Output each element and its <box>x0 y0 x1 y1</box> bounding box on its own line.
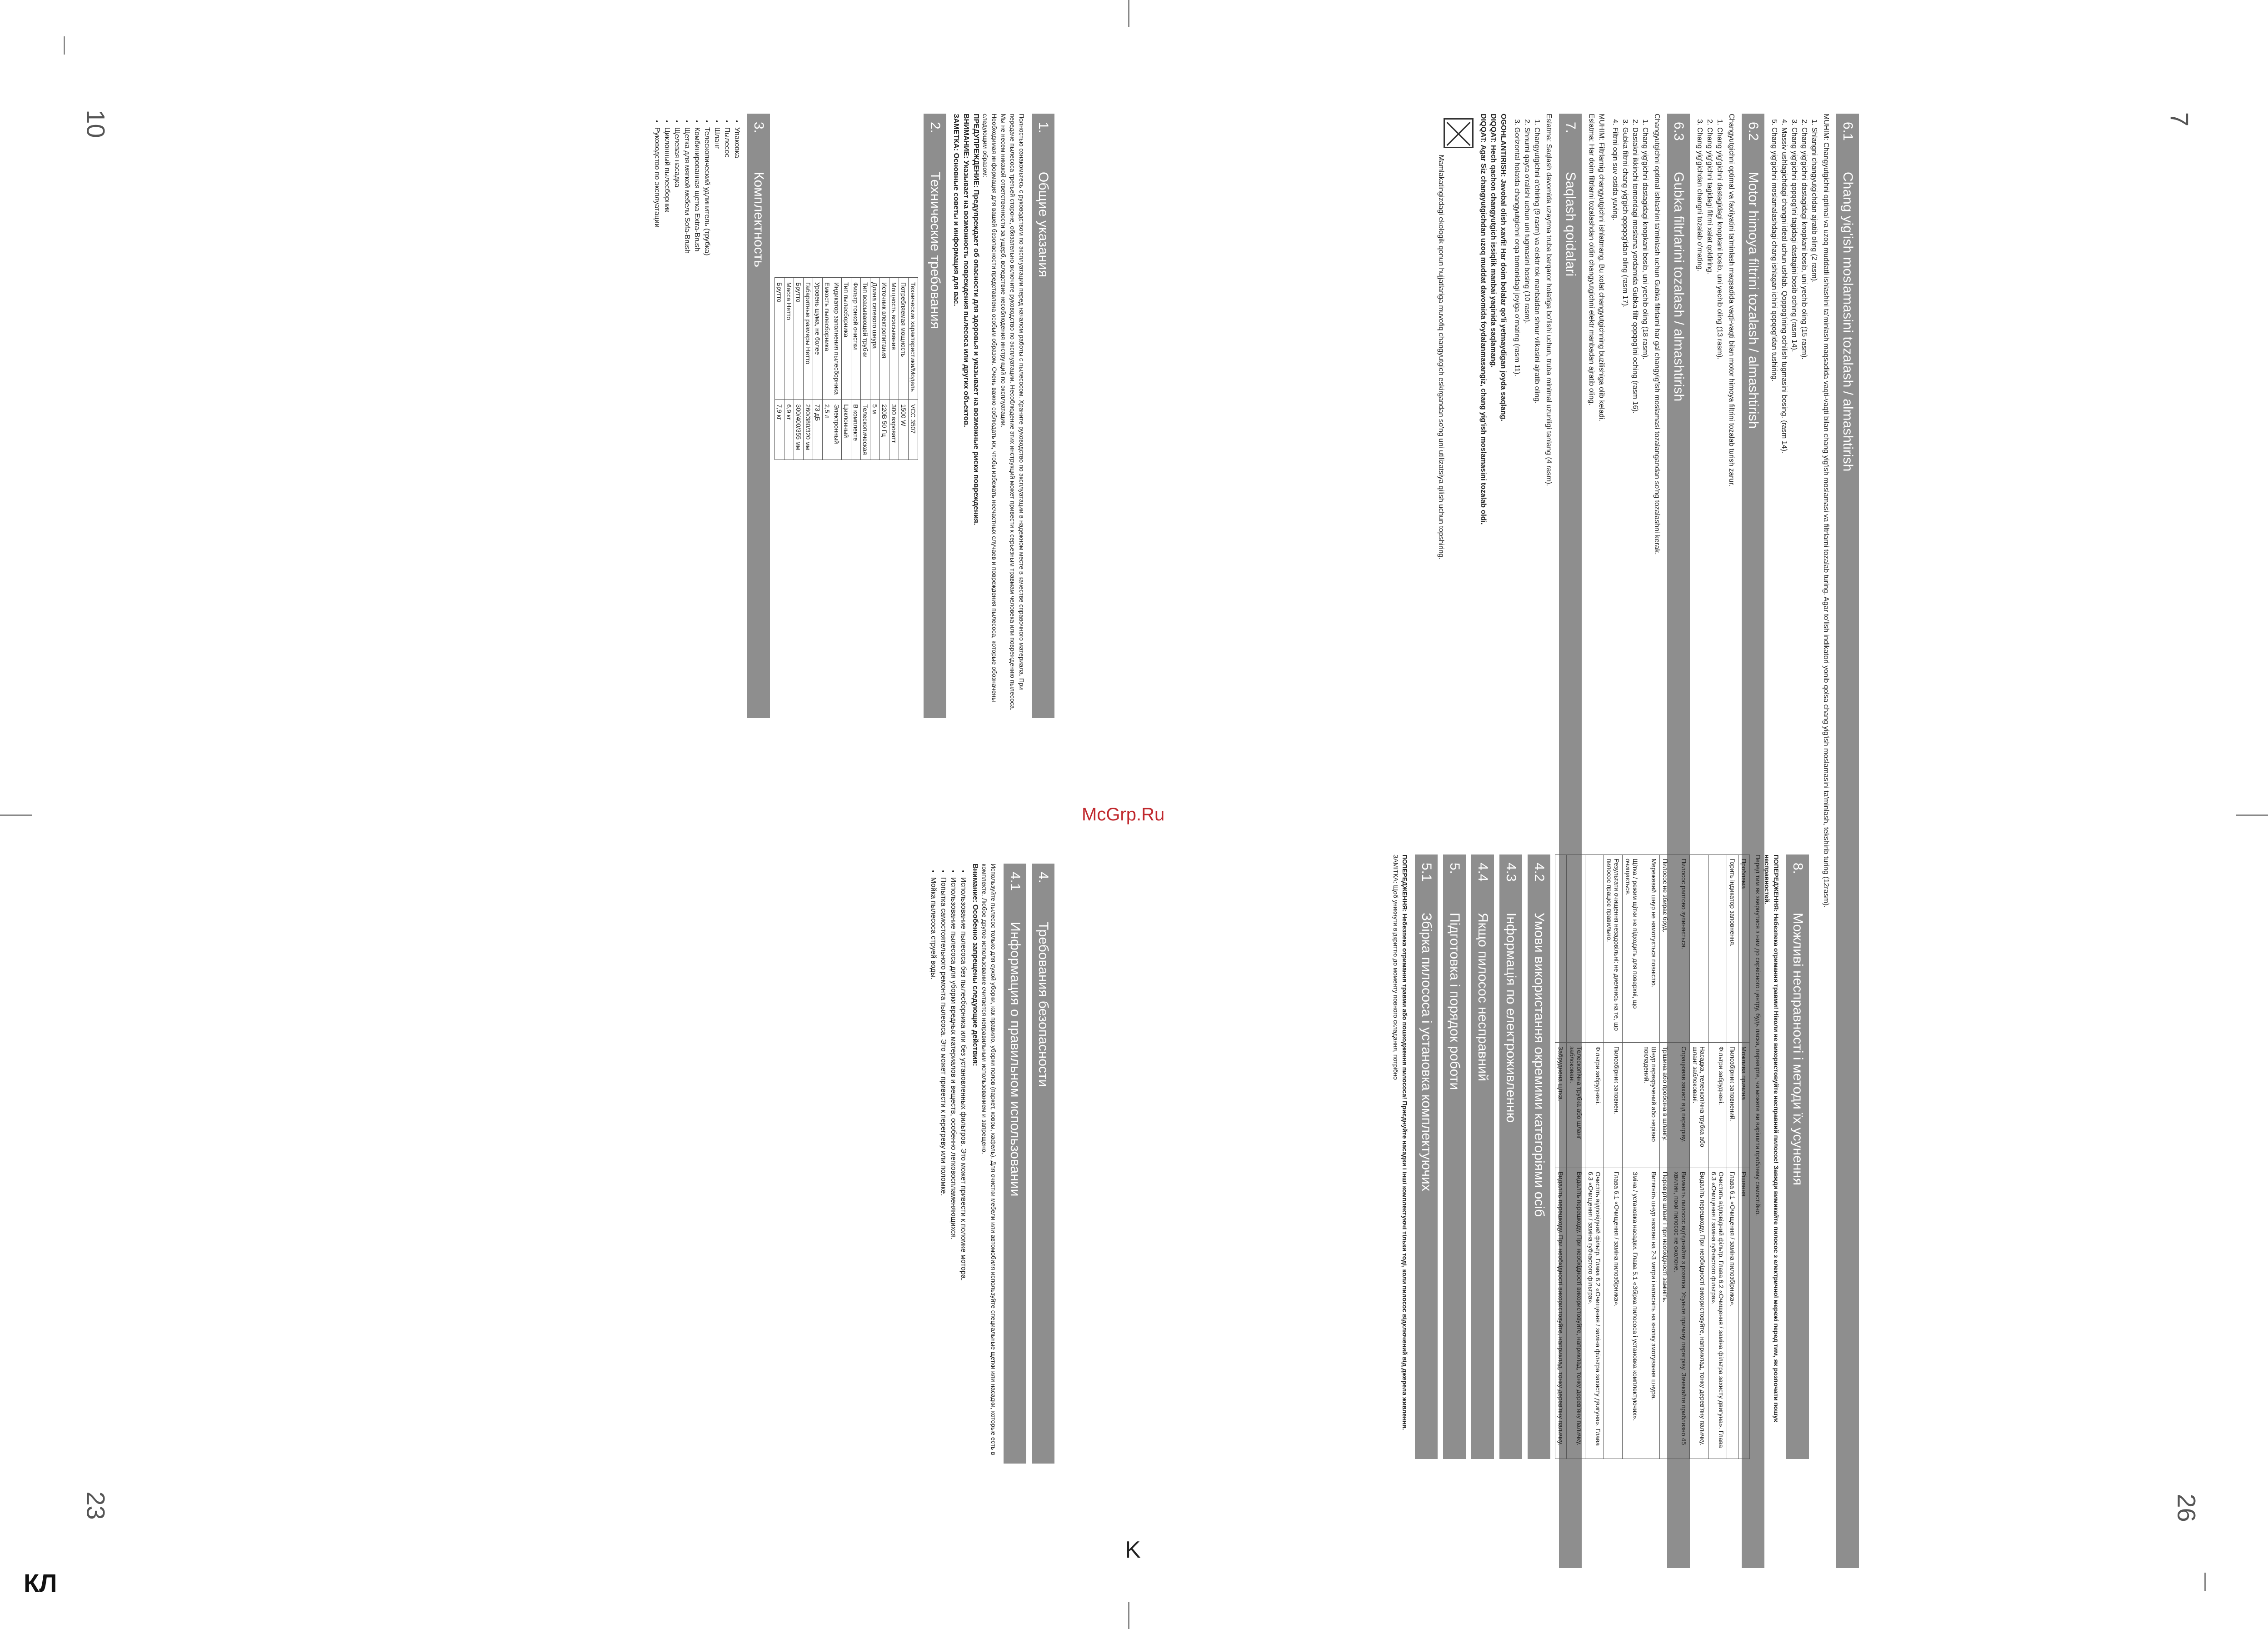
section-header-6-3: 6.3Gubka filtrlarini tozalash / almashtirish <box>1667 114 1690 1568</box>
table-row: Горить індикатор заповнення. Пилозбірник заповнений. Глава 6.1 «Очищення / заміна пилозбірника». <box>1727 855 1738 1459</box>
page-russian-safety <box>459 864 1059 1464</box>
table-row: Уровень шума, не более 73 дБ <box>813 278 823 460</box>
crop-mark <box>1128 0 1129 27</box>
table-row: Насадка, телескопічна трубка або шланг заблоковані. Видаліть перешкоду. При необхідності використовуйте, наприклад, тонку дерев'яну паличку. <box>1690 855 1708 1459</box>
table-row: Индикатор заполнения пылесборника Электронный <box>832 278 842 460</box>
crop-mark <box>2236 814 2268 816</box>
page-number-top-right: 7 <box>2165 112 2194 127</box>
spec-table <box>774 277 918 460</box>
table-row: Забруднена щітка. Видаліть перешкоду. При необхідності використовуйте, наприклад, тонку дерев'яну паличку. <box>1555 855 1567 1459</box>
attention-note: Внимание: Особенно запрещены следующие действия: <box>971 864 979 1066</box>
muhim-note: MUHIM: Changyutgichni optimal va uzoq muddatli ishlashini ta'minlash maqsadida vaqti-vaqti bilan chang yig'ish moslamasi va filtrlarni tozalab turing. Agar to'lish indikatori yonib qolsa chang yig'ish moslamasini ta'minlash, tekshirib turing (12rasm). <box>1822 114 1830 908</box>
paragraph-7: Eslatma: Saqlash davomida uzaytma truba barqaror holatiga bo'lishi uchun, truba minimal uzunligi tanlang (4 rasm). <box>1545 114 1553 486</box>
muhim-filter-note: MUHIM: Filtrlarnig changyutgichni ishlatmang. Bu xolat changyutgichning buzilishiga olib keladi. <box>1598 114 1605 421</box>
section-header-4-1: 4.1Информация о правильном использовании <box>1004 864 1026 1464</box>
steps-6-2: 1. Chang yig'gichni dastagidagi knopkani bosib, uni yechib oling (13 rasm). 2. Chang yig'gichni tagidagi filtrni xalat qoldiring. 3. Chang yig'gichdan changni tozalab o'rnating. <box>1694 127 1724 1568</box>
section-header-4-3: 4.3Інформація по електроживленню <box>1499 854 1522 1459</box>
paragraph-4-1: Используйте пылесос только для сухой уборки, как правило, уборки полов (паркет, ковры, кафель). Для очистки мебели или автомобиля используйте специальные щетки или насадки, которые есть в комплекте. Любое другое использование считается неправильным использованием и запрещено. <box>981 864 997 1455</box>
section-header-8: 8.Можливі несправності і методи їх усунення <box>1786 854 1809 1459</box>
crop-mark <box>2204 1573 2206 1591</box>
section-header-4: 4.Требования безопасности <box>1032 864 1054 1464</box>
warning-predupr: ПРЕДУПРЕЖДЕНИЕ: Предупреждает об опасности для здоровья и указывает на возможные риски повреждения. <box>972 114 980 525</box>
table-row: Технические характеристики/Модель VCC 3507 <box>909 278 918 460</box>
table-row: Масса Нетто 6,9 кг <box>784 278 794 460</box>
crop-mark <box>0 814 32 816</box>
paragraph-1b: Необходимая информация для вашей безопасности представлена особым образом. Очень важно соблюдать их, чтобы избежать несчастных случаев и повреждения пылесоса, которые обозначены следующим образом: <box>982 114 998 702</box>
table-row: Потребляемая мощность 1500 W <box>899 278 909 460</box>
table-header-row: Проблема Можлива причина Рішення <box>1738 855 1750 1459</box>
warning-line: DIQQAT: Hech qachon changyutgich issiqlik manbai yaqinida saqlamang. <box>1489 114 1497 368</box>
section-header-1: 1.Общие указания <box>1032 114 1054 718</box>
section-header-6-2: 6.2Motor himoya filtrini tozalash / almashtirish <box>1742 114 1764 1568</box>
table-row: Результати очищення незадовільні: не диелнись на те, що пилосос працює правильно. Пилозбірник заповнен. Глава 6.1 «Очищення / заміна пилозбірника». <box>1604 855 1623 1459</box>
page-number-bottom-right: 26 <box>2172 1494 2201 1522</box>
table-row: Габаритные размеры Нетто 260/380/320 мм <box>804 278 813 460</box>
warning-5: ПОПЕРЕДЖЕННЯ: Небезпека отримання травми або пошкодження пилососа! Приєднуйте насадки і інші комплектуючі тільки тоді, коли пилосос відключений від джерела живлення. <box>1401 854 1409 1430</box>
crossed-bin-icon <box>1444 118 1474 148</box>
table-row: Пилосос не збирає бруд. Трішина або пробоїна в шлангу. Перевірте шланг і при необхідності замініть. <box>1660 855 1671 1459</box>
section-header-4-2: 4.2Умови використання окремими категоріями осіб <box>1528 854 1550 1459</box>
recycle-text: Mamlakatingizdagi ekologik qonun hujjatlariga muvofiq changyutgich eskirgandan so'ng uni utilizatsiya qilish uchun topshiring. <box>1437 155 1445 560</box>
table-row: Тип всасывающей трубки Телескопическая <box>861 278 870 460</box>
crop-mark <box>64 36 65 55</box>
table-row: Фільтри забруднені. Очистіть відповідний фільтр. Глава 6.2 «Очищення / заміна фільтра захисту двигуна». Глава 6.3 «Очищення / заміна губчастого фільтра». <box>1585 855 1604 1459</box>
kit-list: • Упаковка • Пылесос • Шланг • Телескопический удлинитель (трубка) • Комбинированная щетка Extra-Brush • Щетка для мягкой мебели Sofa-Brush • Щелевая насадка • Циклонный пылесборник • Руководство по эксплуатации <box>652 127 742 718</box>
steps-6-3: 1. Chang yig'gichni dastagidagi knopkani bosib, uni yechib oling (18 rasm). 2. Dastakni ikkinchi tomondagi moslama yordamida Gubka filtr qopqog'ini oching (rasm 16). 3. Gubka filtrni chang yig'gich qopqog'idan oling (rasm 17). 4. Filtrni oqin suv ostida yuving. <box>1610 127 1650 1568</box>
table-row: Телескопічна трубка або шланг заблоковані. Видаліть перешкоду. При необхідності використовуйте, наприклад, тонку дерев'яну паличку. <box>1567 855 1585 1459</box>
fold-letter: K <box>1125 1537 1141 1563</box>
table-row: Фільтри забруднені. Очистить відповідний фільтр. Глава 6.2 «Очищення / заміна фільтра захисту двигуна». Глава 6.3 «Очищення / заміна губчастого фільтра». <box>1708 855 1727 1459</box>
section-header-4-4: 4.4Якщо пилосос несправний <box>1471 854 1494 1459</box>
section-header-7: 7.Saqlash qoidalari <box>1559 114 1582 1568</box>
table-row: Пилосос раптово зупиняється. Спрацював захист від перегріву. Вимкніть пилосос від'єднайте з розетки. Усуньте причину перегріву. Зачекайте приблизно 45 хвилин, поки пилосос не охолоне. <box>1671 855 1690 1459</box>
table-row: Щітка / режим щітки не підходить для поверхні, що очищається. Зміна / установка насадки. Глава 5.1 «Збірка пилососа і установка комплектуючих». <box>1623 855 1641 1459</box>
note-5: ЗАМІТКА: Щоб уникнути відкриттю до моменту повного складання, потрібно <box>1392 854 1399 1080</box>
watermark: McGrp.Ru <box>1082 805 1165 824</box>
corner-label: КЛ <box>24 1569 57 1597</box>
section-header-5-1: 5.1Збірка пилососа і установка комплектуючих <box>1415 854 1438 1459</box>
section-header-6-1: 6.1Chang yig'ish moslamasini tozalash / almashtirish <box>1836 114 1859 1568</box>
warning-line: OGOHLANTIRISH: Javobal olish xavfi! Har doim bolalar qo'li yetmaydigan joyda saqlang. <box>1499 114 1507 421</box>
warning-vnimanie: ВНИМАНИЕ: Указывает на возможность повреждения пылесоса или других объектов. <box>962 114 970 427</box>
table-row: Брутто 300/400/355 мм <box>794 278 804 460</box>
eslatma-note: Eslatma: Har doim filtrlarni tozalashdan oldin changyutgichni elektr manbadan ajratib oling. <box>1588 114 1595 406</box>
table-row: Фильтр тонкой очистки В комплекте <box>851 278 861 460</box>
warning-8: ПОПЕРЕДЖЕННЯ: Небезпека отримання травми! Ніколи не використовуйте несправний пилосос! Завжди вимикайте пилосос з електричної мережі перед тим, як розпочати пошук несправностей. <box>1763 854 1780 1422</box>
warning-line: DIQQAT: Agar Siz changyutgichdan uzoq muddat davomida foydalanmasangiz, chang yig'ish moslamasini tozalab oldi. <box>1479 114 1487 525</box>
page-russian-general <box>459 114 1059 718</box>
table-row: Тип пылесборника Циклонный <box>842 278 851 460</box>
fault-table <box>1555 854 1750 1459</box>
table-row: Емкость пылесборника 2,5 л <box>823 278 832 460</box>
warning-zametka: ЗАМЕТКА: Основные советы и информация для вас. <box>952 114 960 306</box>
table-row: Источник электропитания 220В 50 Гц <box>880 278 889 460</box>
section-header-2: 2.Технические требования <box>924 114 946 718</box>
section-header-3: 3.Комплектность <box>747 114 770 718</box>
table-row: Мощность всасывания 300 аэроватт <box>889 278 899 460</box>
paragraph-1: Полностью ознакомьтесь с руководством по эксплуатации перед началом работы с пылесосом. Храните руководство по эксплуатации в надежном месте в качестве справочного материала. При передаче пылесоса третьей стороне, обязательно включите руководство по эксплуатации. Несоблюдение этих инструкций может привести к серьезным травмам человека или повреждению пылесоса. Мы не несем никакой ответственности за ущерб, вследствие несоблюдения инструкций по эксплуатации. <box>1000 114 1025 711</box>
page-number-top-left: 10 <box>81 110 110 138</box>
section-header-5: 5.Підготовка і порядок роботи <box>1443 854 1466 1459</box>
table-row: Длина сетевого шнура 5 м <box>870 278 880 460</box>
crop-mark <box>1128 1602 1129 1629</box>
steps-7: 1. Changyutgichni o'chiring (9 rasm) va elektr tok manbaidan shnur vilkasini ajratib oling. 2. Shnurni qayta o'ralishi uchun uni tugmasini bosing (10 rasm). 3. Gorizontal holatda changyutgichni orqa tomonidagi joyiga o'rnating (rasm 11). <box>1512 127 1542 1568</box>
paragraph-6-3: Changyutgichni optimal ishlashini ta'minlash uchun Gubka filtrlarni har gal changyig'ish moslamasi tozalangandan so'ng tozalashni kerak. <box>1653 114 1661 555</box>
page-number-bottom-left: 23 <box>81 1491 110 1520</box>
table-row: Мережевий шнур не намотується повністю. Шнур перекручений або нерівно покладений. Витягніть шнур назовні на 2-3 метри і натисніть на кнопку змотування шнура. <box>1641 855 1660 1459</box>
steps-6-1: 1. Shlangni changyutgichdan ajratib oling (2 rasm). 2. Chang yig'gichni dastagidagi knopkani bosib, uni yechib oling (15 rasm). 3. Chang yig'gichni qopqog'ini tagidagi dastagini bosib oching (rasm 14). 4. Massiv ushlagichdagi changni ideal uchun ushlab. Qoppog'ining ochilish tugmasini bosing. (rasm 14). 5. Chang yig'gichni moslamalashdagi chang ishlagan ichini qopqog'idan tushiring. <box>1769 127 1819 1568</box>
page-ukrainian <box>1209 854 1813 1459</box>
table-row: Брутто 7,9 кг <box>775 278 784 460</box>
paragraph-6-2: Changyutgichni optimal va faoliyatini ta'minlash maqsadida vaqti-vaqti bilan motor himoya filtrini tozalab turish zarur. <box>1728 114 1735 487</box>
forbidden-list: • Использование пылесоса без пылесборника или без установленных фильтров. Это может привести к поломке мотора. • Использование пылесоса для уборки вредных материалов и веществ, особенно легковоспламеняющихся. • Попытка самостоятельного ремонта пылесоса. Это может привести к перегреву или поломке. • Мойка пылесоса струей воды. <box>928 877 968 1464</box>
intro-8: Перед тим як звернутися з ним до сервісного центру, будь ласка, перевірте, чи можете ви вирішити проблему самостійно. <box>1754 854 1762 1216</box>
